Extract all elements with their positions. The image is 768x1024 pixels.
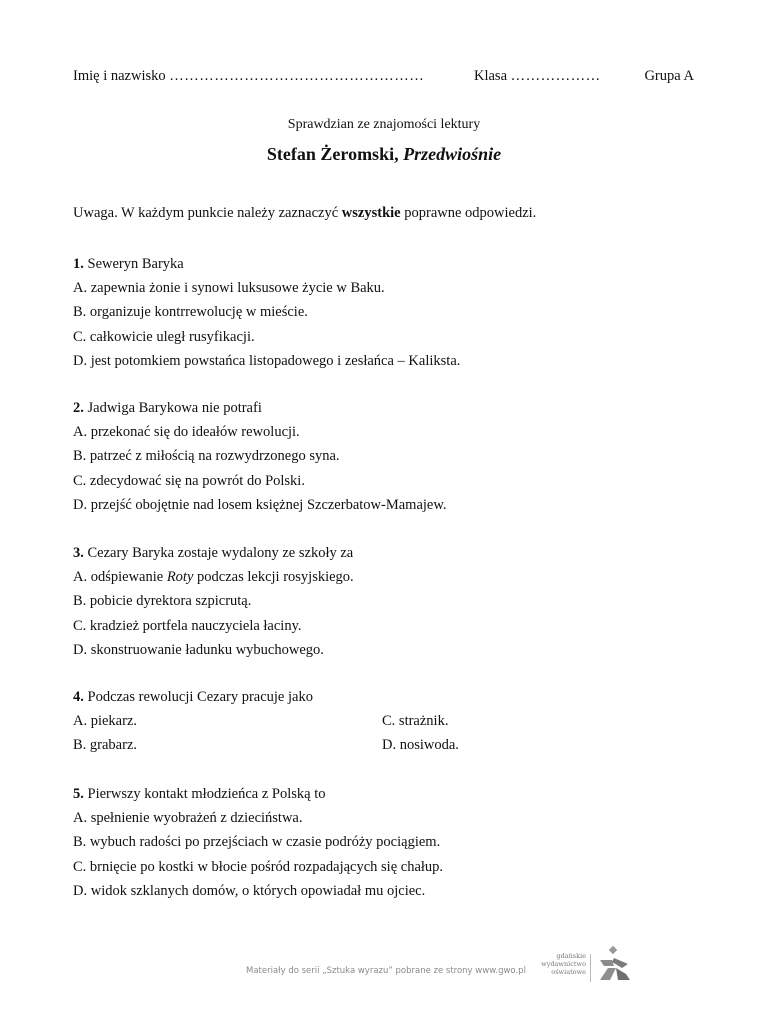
question-2 (73, 396, 693, 517)
note-text-before: Uwaga. W każdym punkcie należy zaznaczyć (73, 205, 342, 221)
question-number: 2. (73, 400, 84, 416)
logo-divider (590, 954, 591, 982)
name-label: Imię i nazwisko (73, 68, 166, 84)
group-label: Grupa A (644, 68, 694, 84)
answer-option-a: A. zapewnia żonie i synowi luksusowe życie w Baku. (73, 280, 385, 297)
publisher-logo (538, 944, 638, 988)
question-number: 4. (73, 689, 84, 705)
instructions-note (73, 205, 536, 222)
question-number: 3. (73, 545, 84, 561)
answer-option-b: B. pobicie dyrektora szpicrutą. (73, 593, 252, 610)
answer-option-d: D. widok szklanych domów, o których opowiadał mu ojciec. (73, 882, 426, 899)
question-4 (73, 685, 693, 758)
publisher-name-line: oświatowe (551, 968, 586, 976)
question-text: Jadwiga Barykowa nie potrafi (83, 400, 262, 416)
title-work: Przedwiośnie (403, 144, 502, 164)
option-text: podczas lekcji rosyjskiego. (193, 569, 354, 586)
gwo-logo-icon (594, 944, 634, 984)
note-emphasis: wszystkie (341, 205, 401, 221)
title-author: Stefan Żeromski, (266, 144, 404, 164)
class-field (474, 68, 601, 85)
answer-option-d: D. przejść obojętnie nad losem księżnej Szczerbatow-Mamajew. (73, 496, 447, 513)
question-stem (73, 396, 693, 420)
student-header (73, 68, 694, 88)
answer-option-b: B. patrzeć z miłością na rozwydrzonego syna. (73, 448, 340, 465)
class-label: Klasa (474, 68, 508, 84)
answer-option-a: A. spełnienie wyobrażeń z dzieciństwa. (73, 810, 303, 827)
note-text-after: poprawne odpowiedzi. (400, 205, 537, 221)
answer-option-c: C. brnięcie po kostki w błocie pośród rozpadających się chałup. (73, 858, 444, 875)
answer-grid (73, 709, 693, 757)
class-dots: ……………… (510, 68, 601, 84)
question-3 (73, 541, 693, 662)
answer-option-b: B. wybuch radości po przejściach w czasie podróży pociągiem. (73, 834, 441, 851)
question-text: Seweryn Baryka (83, 256, 184, 272)
question-number: 5. (73, 786, 84, 802)
question-text: Pierwszy kontakt młodzieńca z Polską to (83, 786, 326, 802)
question-stem (73, 782, 693, 806)
publisher-name-line: wydawnictwo (541, 960, 586, 968)
answer-option-c: C. kradzież portfela nauczyciela łaciny. (73, 617, 302, 634)
answer-option-a (73, 565, 693, 589)
answer-option-c: C. zdecydować się na powrót do Polski. (73, 472, 305, 489)
question-number: 1. (73, 256, 84, 272)
answer-option-d: D. nosiwoda. (382, 737, 459, 754)
answer-option-a: A. piekarz. (73, 713, 138, 730)
option-text: A. odśpiewanie (73, 569, 167, 586)
answer-option-b: B. grabarz. (73, 737, 138, 754)
answer-option-d: D. jest potomkiem powstańca listopadowego i zesłańca – Kaliksta. (73, 352, 461, 369)
test-title (0, 144, 768, 165)
publisher-name (538, 952, 586, 976)
question-stem (73, 685, 693, 709)
answer-option-a: A. przekonać się do ideałów rewolucji. (73, 424, 300, 441)
answer-option-c: C. strażnik. (382, 713, 449, 730)
test-subtitle: Sprawdzian ze znajomości lektury (287, 117, 481, 132)
question-stem (73, 541, 693, 565)
question-text: Podczas rewolucji Cezary pracuje jako (83, 689, 313, 705)
name-field (73, 68, 424, 85)
question-1 (73, 252, 693, 373)
question-5 (73, 782, 693, 903)
option-emphasis: Roty (166, 569, 194, 586)
answer-option-d: D. skonstruowanie ładunku wybuchowego. (73, 641, 324, 658)
answer-option-c: C. całkowicie uległ rusyfikacji. (73, 328, 255, 345)
answer-option-b: B. organizuje kontrrewolucję w mieście. (73, 304, 308, 321)
question-text: Cezary Baryka zostaje wydalony ze szkoły za (83, 545, 354, 561)
footer-source-note: Materiały do serii „Sztuka wyrazu” pobrane ze strony www.gwo.pl (246, 966, 526, 976)
question-stem (73, 252, 693, 276)
name-dots: …………………………………………… (169, 68, 425, 84)
publisher-name-line: gdańskie (556, 952, 586, 960)
